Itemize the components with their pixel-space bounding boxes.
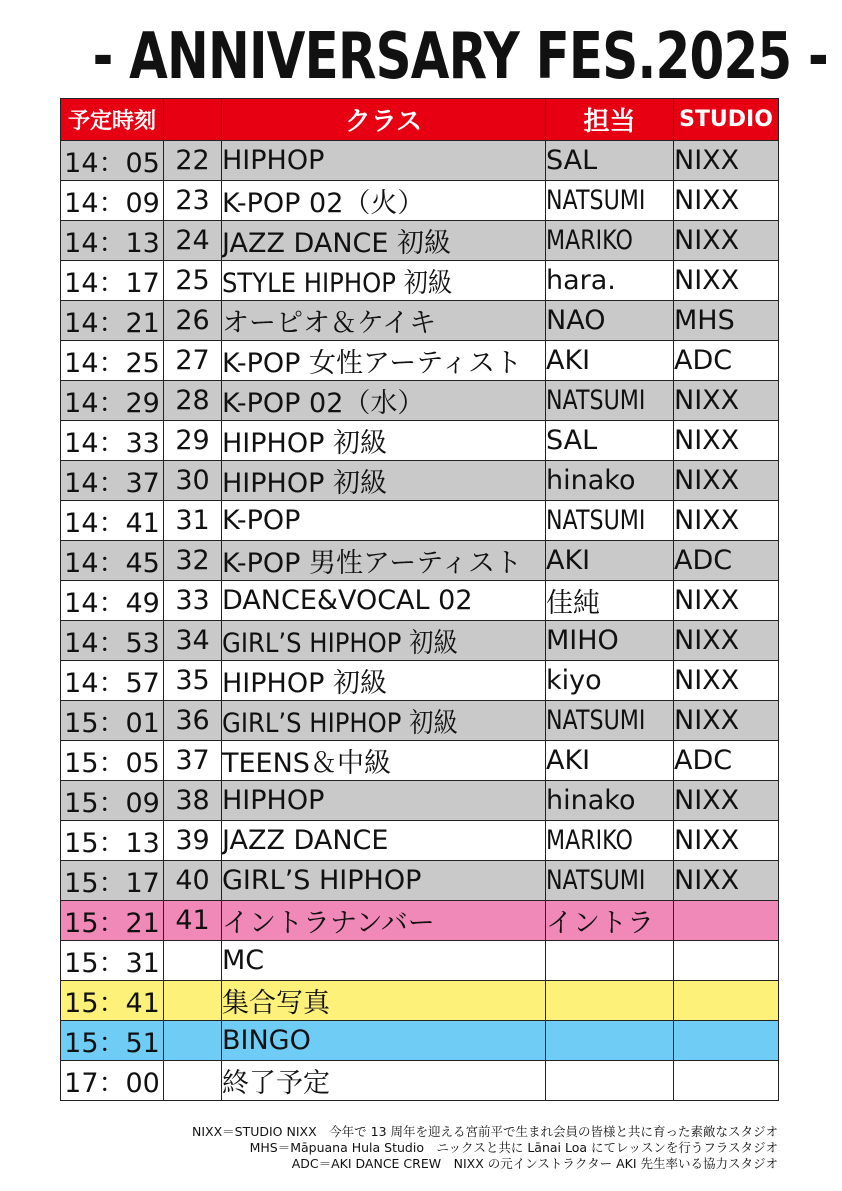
cell-teacher: SAL <box>546 421 674 461</box>
cell-class: GIRL’S HIPHOP <box>222 861 546 901</box>
cell-time: 14：53 <box>61 621 164 661</box>
header-studio: STUDIO <box>674 99 779 141</box>
cell-class: K-POP 女性アーティスト <box>222 341 546 381</box>
cell-studio: ADC <box>674 541 779 581</box>
table-row <box>61 941 779 981</box>
cell-time: 15：41 <box>61 981 164 1021</box>
table-row <box>61 661 779 701</box>
cell-class: JAZZ DANCE 初級 <box>222 221 546 261</box>
cell-studio: NIXX <box>674 181 779 221</box>
cell-number: 35 <box>164 661 222 701</box>
cell-teacher: MARIKO <box>546 821 674 861</box>
cell-class: 終了予定 <box>222 1061 546 1101</box>
cell-studio: NIXX <box>674 861 779 901</box>
cell-number <box>164 1061 222 1101</box>
cell-studio: NIXX <box>674 621 779 661</box>
cell-studio: NIXX <box>674 821 779 861</box>
cell-number: 33 <box>164 581 222 621</box>
cell-time: 14：33 <box>61 421 164 461</box>
cell-studio: NIXX <box>674 261 779 301</box>
cell-teacher: 佳純 <box>546 581 674 621</box>
cell-number: 25 <box>164 261 222 301</box>
cell-class: K-POP 02（水） <box>222 381 546 421</box>
cell-studio: NIXX <box>674 461 779 501</box>
cell-teacher: hinako <box>546 781 674 821</box>
cell-class: K-POP 男性アーティスト <box>222 541 546 581</box>
cell-studio <box>674 1061 779 1101</box>
cell-teacher <box>546 981 674 1021</box>
cell-number: 39 <box>164 821 222 861</box>
cell-studio: NIXX <box>674 221 779 261</box>
cell-studio: NIXX <box>674 381 779 421</box>
table-row <box>61 1061 779 1101</box>
cell-number <box>164 1021 222 1061</box>
cell-studio: ADC <box>674 341 779 381</box>
cell-number: 30 <box>164 461 222 501</box>
cell-studio: NIXX <box>674 421 779 461</box>
table-row <box>61 541 779 581</box>
schedule-table <box>60 98 779 1101</box>
cell-time: 14：49 <box>61 581 164 621</box>
cell-number: 28 <box>164 381 222 421</box>
header-number <box>164 99 222 141</box>
cell-studio <box>674 941 779 981</box>
cell-teacher: イントラ <box>546 901 674 941</box>
table-row <box>61 421 779 461</box>
table-row <box>61 861 779 901</box>
cell-time: 14：41 <box>61 501 164 541</box>
cell-studio: ADC <box>674 741 779 781</box>
cell-class: 集合写真 <box>222 981 546 1021</box>
page-title: - ANNIVERSARY FES.2025 - <box>92 20 828 94</box>
cell-number: 32 <box>164 541 222 581</box>
cell-number: 23 <box>164 181 222 221</box>
cell-number: 27 <box>164 341 222 381</box>
note-mhs: MHS＝Māpuana Hula Studio ニックスと共に Lānai Loa にてレッスンを行うフラスタジオ <box>249 1140 778 1155</box>
table-row <box>61 581 779 621</box>
table-row <box>61 821 779 861</box>
cell-time: 15：01 <box>61 701 164 741</box>
cell-time: 17：00 <box>61 1061 164 1101</box>
cell-time: 14：21 <box>61 301 164 341</box>
cell-class: GIRL’S HIPHOP 初級 <box>222 701 546 741</box>
cell-teacher <box>546 941 674 981</box>
header-class: クラス <box>222 99 546 141</box>
cell-teacher <box>546 1021 674 1061</box>
cell-class: BINGO <box>222 1021 546 1061</box>
cell-number: 40 <box>164 861 222 901</box>
cell-class: HIPHOP 初級 <box>222 661 546 701</box>
cell-time: 14：45 <box>61 541 164 581</box>
table-row <box>61 141 779 181</box>
header-time: 予定時刻 <box>61 99 164 141</box>
cell-number: 24 <box>164 221 222 261</box>
cell-class: JAZZ DANCE <box>222 821 546 861</box>
studio-notes <box>192 1124 778 1172</box>
table-row <box>61 981 779 1021</box>
cell-time: 14：09 <box>61 181 164 221</box>
cell-teacher: SAL <box>546 141 674 181</box>
cell-class: STYLE HIPHOP 初級 <box>222 261 546 301</box>
header-teacher: 担当 <box>546 99 674 141</box>
cell-studio: NIXX <box>674 781 779 821</box>
cell-teacher: AKI <box>546 341 674 381</box>
cell-teacher: AKI <box>546 741 674 781</box>
table-row <box>61 781 779 821</box>
note-adc: ADC＝AKI DANCE CREW NIXX の元インストラクター AKI 先生率いる協力スタジオ <box>291 1156 778 1171</box>
cell-time: 14：29 <box>61 381 164 421</box>
cell-class: イントラナンバー <box>222 901 546 941</box>
cell-number: 38 <box>164 781 222 821</box>
cell-time: 14：25 <box>61 341 164 381</box>
cell-class: HIPHOP <box>222 141 546 181</box>
cell-time: 15：13 <box>61 821 164 861</box>
table-row <box>61 1021 779 1061</box>
cell-teacher: AKI <box>546 541 674 581</box>
cell-teacher: NATSUMI <box>546 181 674 221</box>
cell-class: K-POP <box>222 501 546 541</box>
cell-number: 26 <box>164 301 222 341</box>
cell-number: 37 <box>164 741 222 781</box>
cell-teacher <box>546 1061 674 1101</box>
table-header-row <box>61 99 779 141</box>
cell-time: 15：31 <box>61 941 164 981</box>
cell-time: 15：51 <box>61 1021 164 1061</box>
cell-studio: NIXX <box>674 661 779 701</box>
cell-class: オーピオ＆ケイキ <box>222 301 546 341</box>
cell-studio <box>674 901 779 941</box>
table-row <box>61 261 779 301</box>
cell-time: 15：09 <box>61 781 164 821</box>
note-nixx: NIXX＝STUDIO NIXX 今年で 13 周年を迎える宮前平で生まれ会員の皆様と共に育った素敵なスタジオ <box>191 1124 778 1139</box>
cell-class: HIPHOP 初級 <box>222 461 546 501</box>
cell-studio <box>674 981 779 1021</box>
table-row <box>61 181 779 221</box>
cell-class: MC <box>222 941 546 981</box>
cell-number <box>164 981 222 1021</box>
cell-teacher: hara. <box>546 261 674 301</box>
cell-class: GIRL’S HIPHOP 初級 <box>222 621 546 661</box>
cell-teacher: kiyo <box>546 661 674 701</box>
cell-studio: MHS <box>674 301 779 341</box>
table-row <box>61 741 779 781</box>
table-row <box>61 461 779 501</box>
cell-time: 14：57 <box>61 661 164 701</box>
cell-teacher: MARIKO <box>546 221 674 261</box>
cell-studio: NIXX <box>674 581 779 621</box>
cell-number: 36 <box>164 701 222 741</box>
cell-class: HIPHOP 初級 <box>222 421 546 461</box>
cell-number: 31 <box>164 501 222 541</box>
cell-teacher: NATSUMI <box>546 701 674 741</box>
table-row <box>61 301 779 341</box>
table-row <box>61 901 779 941</box>
cell-teacher: NATSUMI <box>546 501 674 541</box>
table-row <box>61 621 779 661</box>
cell-number <box>164 941 222 981</box>
cell-number: 41 <box>164 901 222 941</box>
cell-teacher: hinako <box>546 461 674 501</box>
table-row <box>61 341 779 381</box>
cell-time: 14：13 <box>61 221 164 261</box>
cell-number: 22 <box>164 141 222 181</box>
cell-class: HIPHOP <box>222 781 546 821</box>
table-row <box>61 501 779 541</box>
cell-class: TEENS＆中級 <box>222 741 546 781</box>
cell-class: K-POP 02（火） <box>222 181 546 221</box>
cell-time: 15：05 <box>61 741 164 781</box>
cell-time: 14：05 <box>61 141 164 181</box>
cell-teacher: MIHO <box>546 621 674 661</box>
cell-teacher: NAO <box>546 301 674 341</box>
cell-teacher: NATSUMI <box>546 381 674 421</box>
cell-number: 34 <box>164 621 222 661</box>
cell-studio: NIXX <box>674 501 779 541</box>
schedule-body <box>61 141 779 1101</box>
table-row <box>61 701 779 741</box>
cell-teacher: NATSUMI <box>546 861 674 901</box>
cell-time: 14：37 <box>61 461 164 501</box>
table-row <box>61 221 779 261</box>
table-row <box>61 381 779 421</box>
cell-studio: NIXX <box>674 701 779 741</box>
cell-time: 15：21 <box>61 901 164 941</box>
cell-number: 29 <box>164 421 222 461</box>
cell-studio: NIXX <box>674 141 779 181</box>
cell-time: 15：17 <box>61 861 164 901</box>
cell-time: 14：17 <box>61 261 164 301</box>
cell-studio <box>674 1021 779 1061</box>
cell-class: DANCE&VOCAL 02 <box>222 581 546 621</box>
